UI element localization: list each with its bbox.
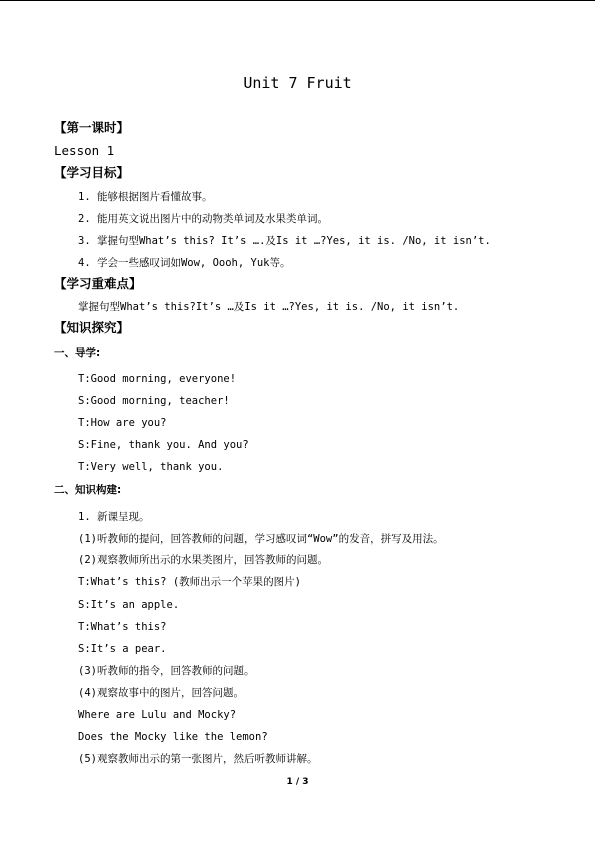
- key-points-text: 掌握句型What’s this?It’s …及Is it …?Yes, it is. /No, it isn’t.: [78, 301, 460, 313]
- objective-item: 2. 能用英文说出图片中的动物类单词及水果类单词。: [78, 213, 328, 225]
- build-line: S:It’s an apple.: [78, 599, 180, 611]
- objectives-heading: 【学习目标】: [54, 165, 130, 180]
- lesson-label: Lesson 1: [54, 143, 115, 158]
- build-line: (4)观察故事中的图片，回答问题。: [78, 687, 244, 699]
- page-title: Unit 7 Fruit: [243, 74, 352, 92]
- build-line: Where are Lulu and Mocky?: [78, 709, 237, 721]
- key-points-heading: 【学习重难点】: [54, 276, 142, 291]
- dialogue-line: T:Good morning, everyone!: [78, 373, 237, 385]
- objective-item: 1. 能够根据图片看懂故事。: [78, 191, 213, 203]
- dialogue-line: T:How are you?: [78, 417, 167, 429]
- page-number: 1 / 3: [286, 777, 309, 787]
- build-line: T:What’s this?: [78, 621, 167, 633]
- dialogue-line: T:Very well, thank you.: [78, 461, 224, 473]
- section-period-heading: 【第一课时】: [54, 120, 130, 135]
- objective-item: 3. 掌握句型What’s this? It’s ….及Is it …?Yes, it is. /No, it isn’t.: [78, 235, 491, 247]
- build-line: (2)观察教师所出示的水果类图片，回答教师的问题。: [78, 554, 328, 566]
- build-line: (1)听教师的提问，回答教师的问题，学习感叹词“Wow”的发音，拼写及用法。: [78, 533, 444, 545]
- guide-heading: 一、导学:: [54, 347, 101, 359]
- build-heading: 二、知识构建:: [54, 484, 122, 496]
- build-line: S:It’s a pear.: [78, 643, 167, 655]
- explore-heading: 【知识探究】: [54, 320, 130, 335]
- top-border-line: [0, 0, 595, 1]
- build-line: (3)听教师的指令，回答教师的问题。: [78, 665, 255, 677]
- dialogue-line: S:Fine, thank you. And you?: [78, 439, 249, 451]
- build-line: T:What’s this? (教师出示一个苹果的图片): [78, 576, 301, 588]
- dialogue-line: S:Good morning, teacher!: [78, 395, 230, 407]
- build-line: Does the Mocky like the lemon?: [78, 731, 268, 743]
- build-line: (5)观察教师出示的第一张图片，然后听教师讲解。: [78, 753, 318, 765]
- build-line: 1. 新课呈现。: [78, 511, 150, 523]
- objective-item: 4. 学会一些感叹词如Wow, Oooh, Yuk等。: [78, 257, 291, 269]
